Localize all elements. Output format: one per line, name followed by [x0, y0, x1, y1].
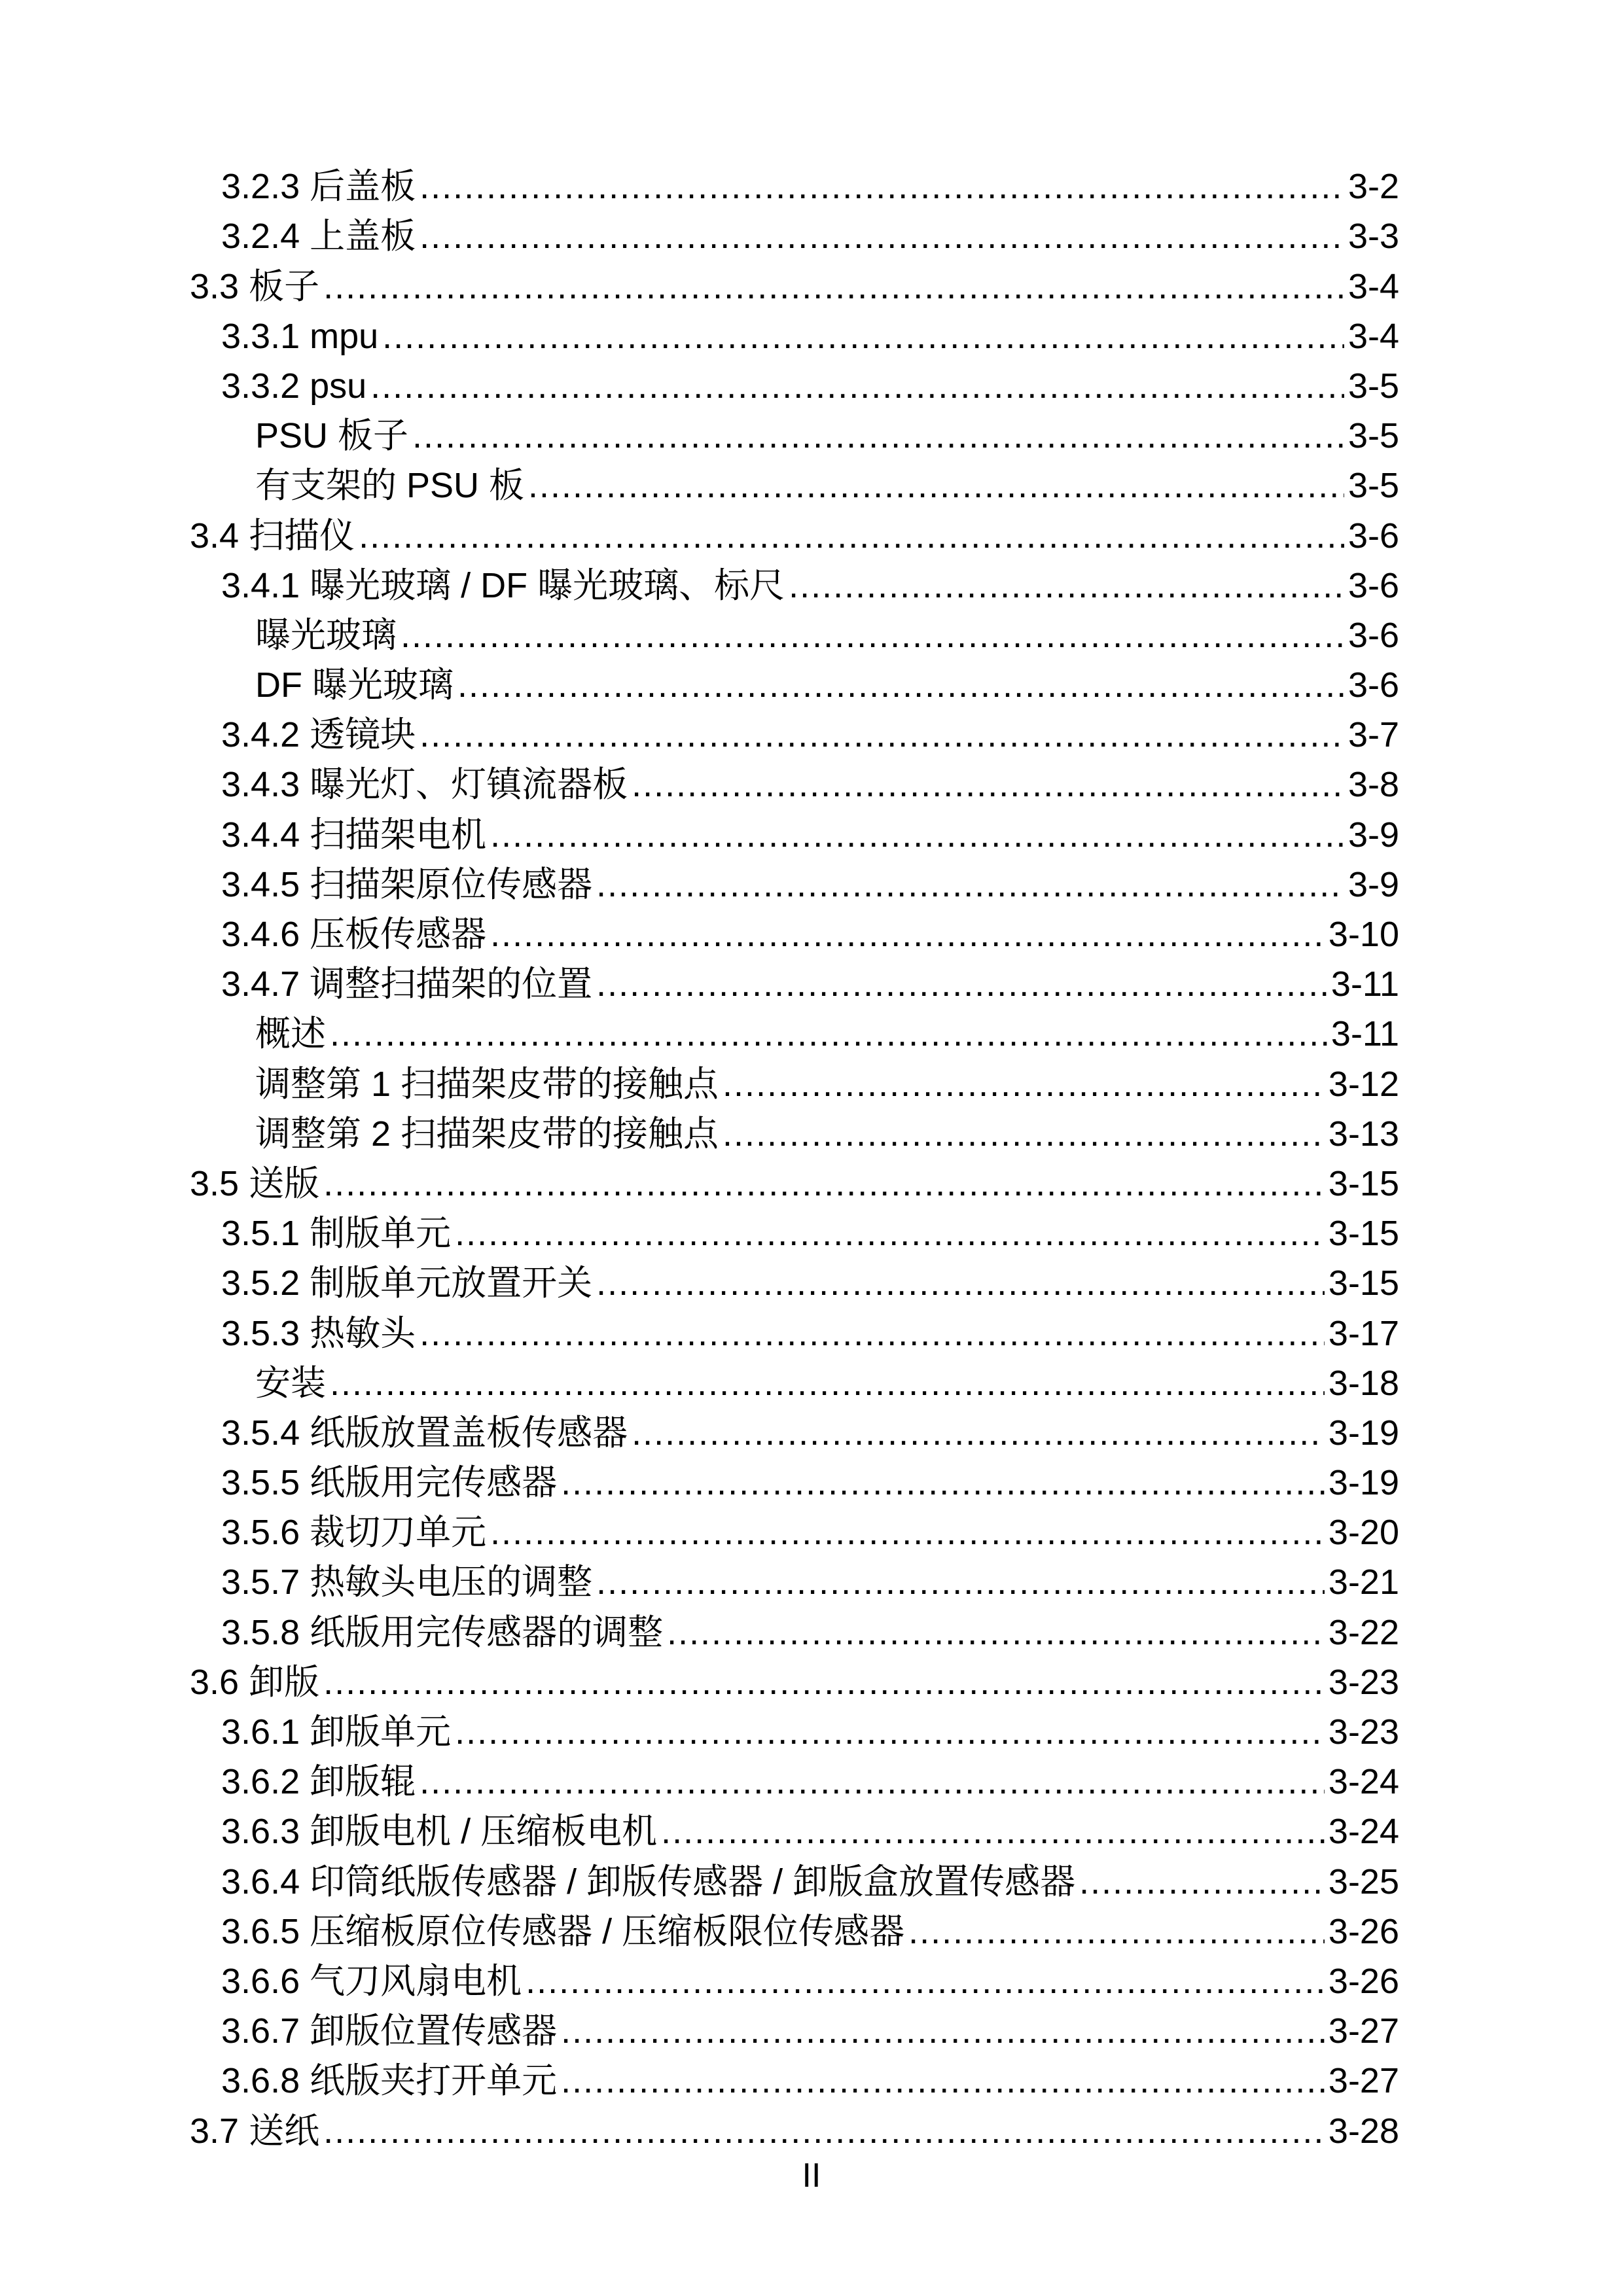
toc-entry-page: 3-10 — [1328, 915, 1399, 954]
toc-entry-title: 3.2.3 后盖板 — [221, 167, 416, 207]
toc-entry[interactable] — [190, 1351, 1399, 1401]
dot-leader — [490, 917, 1325, 952]
toc-entry[interactable] — [190, 1251, 1399, 1301]
toc-entry-page: 3-20 — [1328, 1513, 1399, 1553]
dot-leader — [370, 368, 1344, 404]
toc-entry-page: 3-23 — [1328, 1712, 1399, 1752]
dot-leader — [382, 319, 1344, 354]
dot-leader — [596, 867, 1344, 902]
dot-leader — [359, 518, 1344, 554]
toc-entry-title: 3.4.2 透镜块 — [221, 715, 416, 755]
toc-entry-title: 调整第 1 扫描架皮带的接触点 — [255, 1064, 719, 1104]
toc-entry[interactable] — [190, 752, 1399, 805]
dot-leader — [455, 1216, 1325, 1251]
toc-entry-page: 3-15 — [1328, 1163, 1399, 1203]
toc-entry-page: 3-6 — [1347, 516, 1399, 556]
toc-entry-page: 3-27 — [1328, 2011, 1399, 2051]
toc-entry[interactable] — [190, 603, 1399, 653]
toc-entry-page: 3-4 — [1347, 316, 1399, 356]
toc-entry-page: 3-21 — [1328, 1563, 1399, 1602]
dot-leader — [596, 966, 1327, 1002]
dot-leader — [323, 2113, 1325, 2149]
toc-entry-page: 3-5 — [1347, 416, 1399, 456]
toc-entry-title: DF 曝光玻璃 — [255, 665, 454, 705]
toc-entry[interactable] — [190, 1799, 1399, 1852]
toc-entry-title: 3.6.6 气刀风扇电机 — [221, 1961, 522, 2001]
toc-entry-title: 3.5.6 裁切刀单元 — [221, 1513, 487, 1553]
toc-entry-page: 3-26 — [1328, 1961, 1399, 2001]
toc-entry-page: 3-17 — [1328, 1313, 1399, 1353]
toc-entry[interactable] — [190, 902, 1399, 952]
toc-entry-page: 3-13 — [1328, 1114, 1399, 1154]
toc-entry-page: 3-15 — [1328, 1214, 1399, 1254]
dot-leader — [561, 2063, 1325, 2098]
toc-entry-title: 3.7 送纸 — [190, 2111, 320, 2151]
toc-entry[interactable] — [190, 853, 1399, 902]
dot-leader — [419, 1316, 1325, 1351]
toc-entry-title: 安装 — [255, 1363, 326, 1403]
toc-entry-page: 3-8 — [1347, 765, 1399, 805]
toc-entry-page: 3-12 — [1328, 1064, 1399, 1104]
toc-entry-page: 3-7 — [1347, 715, 1399, 755]
toc-entry-title: 3.6 卸版 — [190, 1662, 320, 1702]
toc-entry-title: 3.3 板子 — [190, 266, 320, 306]
dot-leader — [419, 1764, 1325, 1799]
toc-entry-title: 调整第 2 扫描架皮带的接触点 — [255, 1114, 719, 1154]
toc-entry[interactable] — [190, 1550, 1399, 1600]
toc-entry-page: 3-9 — [1347, 864, 1399, 904]
dot-leader — [330, 1366, 1325, 1401]
toc-entry-title: 曝光玻璃 — [255, 615, 397, 655]
dot-leader — [323, 1665, 1325, 1700]
toc-entry-title: 3.5.8 纸版用完传感器的调整 — [221, 1612, 664, 1652]
toc-entry[interactable] — [190, 1051, 1399, 1104]
toc-entry-title: 3.4.6 压板传感器 — [221, 915, 487, 954]
toc-entry-title: 3.6.2 卸版辊 — [221, 1762, 416, 1802]
dot-leader — [323, 1166, 1325, 1201]
toc-entry[interactable] — [190, 703, 1399, 755]
dot-leader — [561, 1465, 1325, 1500]
toc-entry-title: 3.4.4 扫描架电机 — [221, 815, 487, 855]
toc-entry-title: 3.4.5 扫描架原位传感器 — [221, 864, 593, 904]
toc-entry-page: 3-5 — [1347, 466, 1399, 506]
dot-leader — [789, 568, 1344, 603]
toc-entry[interactable] — [190, 1700, 1399, 1750]
toc-entry-page: 3-22 — [1328, 1612, 1399, 1652]
toc-entry-title: 3.6.1 卸版单元 — [221, 1712, 452, 1752]
dot-leader — [528, 468, 1344, 503]
dot-leader — [419, 717, 1344, 752]
toc-entry-title: 3.6.7 卸版位置传感器 — [221, 2011, 558, 2051]
dot-leader — [561, 2013, 1325, 2049]
toc-entry-title: 3.3.2 psu — [221, 366, 367, 406]
dot-leader — [419, 169, 1344, 204]
toc-entry-page: 3-18 — [1328, 1363, 1399, 1403]
toc-entry-page: 3-19 — [1328, 1413, 1399, 1453]
dot-leader — [632, 1415, 1325, 1451]
toc-entry[interactable] — [190, 254, 1399, 304]
toc-entry-title: 3.6.4 印筒纸版传感器 / 卸版传感器 / 卸版盒放置传感器 — [221, 1862, 1076, 1901]
dot-leader — [1079, 1864, 1325, 1899]
dot-leader — [596, 1265, 1325, 1301]
toc-entry-title: 3.6.5 压缩板原位传感器 / 压缩板限位传感器 — [221, 1911, 905, 1951]
toc-entry[interactable] — [190, 1401, 1399, 1451]
toc-entry-page: 3-19 — [1328, 1463, 1399, 1503]
toc-entry-page: 3-23 — [1328, 1662, 1399, 1702]
toc-entry-title: 3.5.1 制版单元 — [221, 1214, 452, 1254]
toc-entry[interactable] — [190, 1301, 1399, 1351]
dot-leader — [661, 1814, 1325, 1849]
dot-leader — [722, 1116, 1325, 1152]
toc-entry[interactable] — [190, 304, 1399, 354]
dot-leader — [490, 817, 1344, 853]
page-number: II — [802, 2157, 821, 2195]
dot-leader — [412, 418, 1344, 453]
toc-entry[interactable] — [190, 802, 1399, 855]
toc-entry-page: 3-6 — [1347, 615, 1399, 655]
toc-entry-title: 3.5 送版 — [190, 1163, 320, 1203]
toc-entry-title: 3.5.2 制版单元放置开关 — [221, 1263, 593, 1303]
toc-entry[interactable] — [190, 354, 1399, 404]
dot-leader — [490, 1515, 1325, 1550]
toc-entry[interactable] — [190, 453, 1399, 506]
toc-entry-page: 3-26 — [1328, 1911, 1399, 1951]
toc-entry[interactable] — [190, 1600, 1399, 1650]
toc-entry-page: 3-11 — [1330, 1014, 1399, 1054]
toc-entry-title: 3.5.3 热敏头 — [221, 1313, 416, 1353]
toc-entry-page: 3-28 — [1328, 2111, 1399, 2151]
toc-entry-title: 3.4 扫描仪 — [190, 516, 355, 556]
toc-entry-title: 3.6.8 纸版夹打开单元 — [221, 2061, 558, 2101]
toc-entry[interactable] — [190, 2098, 1399, 2151]
toc-entry-title: 3.5.5 纸版用完传感器 — [221, 1463, 558, 1503]
toc-entry[interactable] — [190, 154, 1399, 207]
dot-leader — [401, 618, 1344, 653]
toc-entry[interactable] — [190, 653, 1399, 703]
dot-leader — [667, 1615, 1325, 1650]
toc-entry[interactable] — [190, 1999, 1399, 2049]
toc-entry-page: 3-2 — [1347, 167, 1399, 207]
toc-entry-page: 3-6 — [1347, 665, 1399, 705]
toc-entry-page: 3-25 — [1328, 1862, 1399, 1901]
toc-entry-page: 3-15 — [1328, 1263, 1399, 1303]
dot-leader — [457, 667, 1344, 703]
dot-leader — [526, 1964, 1325, 1999]
toc-entry[interactable] — [190, 1949, 1399, 1999]
toc-entry-page: 3-27 — [1328, 2061, 1399, 2101]
toc-entry-title: 概述 — [255, 1014, 326, 1054]
toc-entry[interactable] — [190, 1750, 1399, 1802]
toc-entry[interactable] — [190, 1201, 1399, 1254]
toc-entry[interactable] — [190, 204, 1399, 254]
toc-entry-title: 3.4.1 曝光玻璃 / DF 曝光玻璃、标尺 — [221, 565, 785, 605]
toc-entry[interactable] — [190, 1849, 1399, 1899]
toc-entry[interactable] — [190, 554, 1399, 603]
toc-entry-title: 3.2.4 上盖板 — [221, 217, 416, 256]
table-of-contents — [190, 154, 1399, 2149]
toc-entry-page: 3-24 — [1328, 1762, 1399, 1802]
toc-entry-title: 有支架的 PSU 板 — [255, 466, 525, 506]
toc-entry-title: 3.4.7 调整扫描架的位置 — [221, 964, 593, 1004]
dot-leader — [632, 767, 1344, 802]
toc-entry-page: 3-9 — [1347, 815, 1399, 855]
toc-entry[interactable] — [190, 1500, 1399, 1553]
toc-entry[interactable] — [190, 1152, 1399, 1201]
toc-entry-title: 3.3.1 mpu — [221, 316, 379, 356]
toc-entry-page: 3-11 — [1330, 964, 1399, 1004]
toc-entry-title: PSU 板子 — [255, 416, 409, 456]
toc-entry[interactable] — [190, 1102, 1399, 1152]
toc-entry[interactable] — [190, 1899, 1399, 1949]
toc-entry-page: 3-6 — [1347, 565, 1399, 605]
dot-leader — [596, 1564, 1325, 1600]
toc-entry[interactable] — [190, 503, 1399, 556]
toc-entry[interactable] — [190, 2049, 1399, 2101]
toc-entry-page: 3-3 — [1347, 217, 1399, 256]
dot-leader — [323, 269, 1344, 304]
toc-entry[interactable] — [190, 1451, 1399, 1503]
toc-entry-title: 3.5.4 纸版放置盖板传感器 — [221, 1413, 628, 1453]
toc-entry[interactable] — [190, 1002, 1399, 1054]
dot-leader — [419, 219, 1344, 254]
toc-entry-page: 3-5 — [1347, 366, 1399, 406]
toc-entry[interactable] — [190, 1650, 1399, 1700]
dot-leader — [722, 1067, 1325, 1102]
dot-leader — [455, 1714, 1325, 1750]
toc-entry-page: 3-24 — [1328, 1812, 1399, 1852]
dot-leader — [330, 1016, 1327, 1051]
toc-entry-title: 3.6.3 卸版电机 / 压缩板电机 — [221, 1812, 658, 1852]
toc-entry-title: 3.4.3 曝光灯、灯镇流器板 — [221, 765, 628, 805]
toc-entry[interactable] — [190, 404, 1399, 456]
toc-entry-title: 3.5.7 热敏头电压的调整 — [221, 1563, 593, 1602]
dot-leader — [908, 1914, 1325, 1949]
toc-entry-page: 3-4 — [1347, 266, 1399, 306]
toc-entry[interactable] — [190, 952, 1399, 1002]
